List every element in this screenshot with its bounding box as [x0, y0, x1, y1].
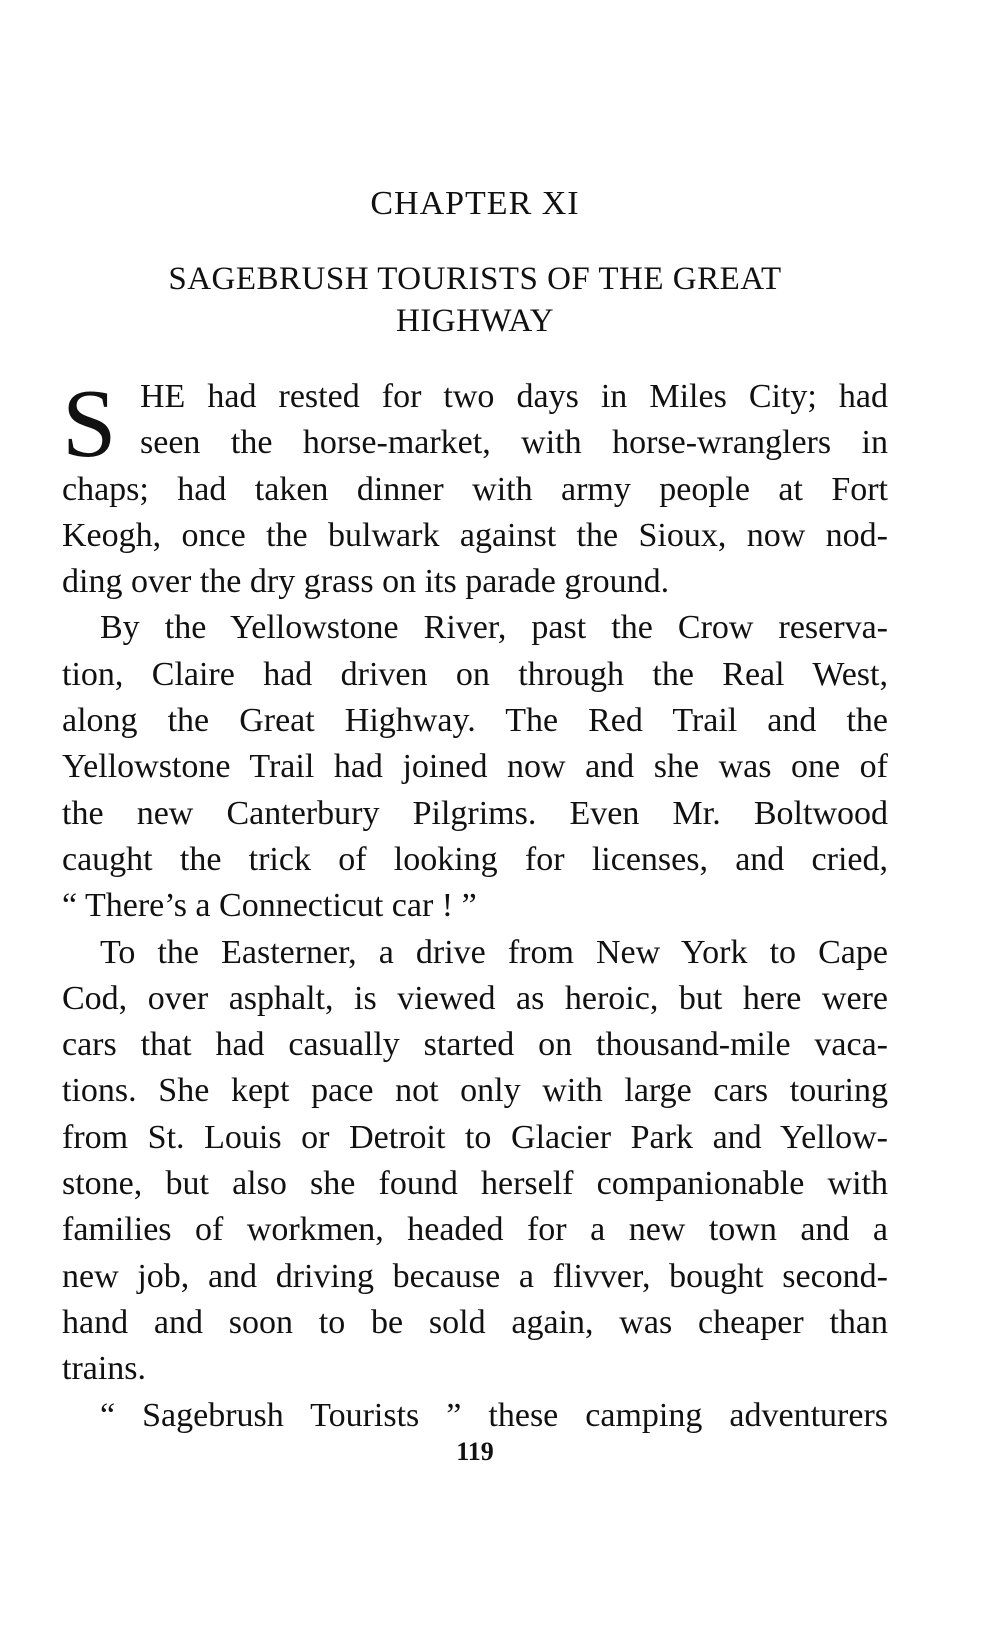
text-line: along the Great Highway. The Red Trail and the: [62, 702, 888, 740]
text-line: tion, Claire had driven on through the Real West,: [62, 655, 888, 693]
text-line: chaps; had taken dinner with army people at Fort: [62, 470, 888, 508]
text-line: caught the trick of looking for licenses, and cried,: [62, 840, 888, 878]
text-line: the new Canterbury Pilgrims. Even Mr. Boltwood: [62, 794, 888, 832]
text-line: hand and soon to be sold again, was cheaper than: [62, 1303, 888, 1341]
text-line: “ There’s a Connecticut car ! ”: [62, 887, 477, 925]
text-line: By the Yellowstone River, past the Crow reserva-: [100, 609, 888, 647]
book-page: [62, 0, 888, 1626]
text-line: cars that had casually started on thousand-mile vaca-: [62, 1026, 888, 1064]
drop-cap: S: [62, 370, 117, 478]
chapter-title-line: HIGHWAY: [395, 303, 555, 339]
text-line: Keogh, once the bulwark against the Sioux, now nod-: [62, 516, 888, 554]
text-line: Cod, over asphalt, is viewed as heroic, but here were: [62, 979, 888, 1017]
page-number: 119: [456, 1437, 494, 1466]
text-line: tions. She kept pace not only with large cars touring: [62, 1072, 888, 1110]
text-line: ding over the dry grass on its parade ground.: [62, 563, 670, 601]
text-line: stone, but also she found herself companionable with: [62, 1165, 888, 1203]
text-line: HE had rested for two days in Miles City; had: [140, 378, 888, 415]
chapter-title: [62, 258, 888, 342]
text-line: To the Easterner, a drive from New York to Cape: [100, 933, 888, 971]
body-text: [62, 370, 888, 1439]
text-line: new job, and driving because a flivver, bought second-: [62, 1257, 888, 1295]
text-line: families of workmen, headed for a new town and a: [62, 1211, 888, 1249]
chapter-number: CHAPTER XI: [370, 185, 580, 222]
text-line: seen the horse-market, with horse-wranglers in: [140, 424, 888, 462]
chapter-title-line: SAGEBRUSH TOURISTS OF THE GREAT: [168, 261, 782, 297]
text-line: trains.: [62, 1350, 147, 1388]
text-line: “ Sagebrush Tourists ” these camping adventurers: [100, 1396, 888, 1434]
text-line: from St. Louis or Detroit to Glacier Park and Yellow-: [62, 1118, 888, 1156]
text-line: Yellowstone Trail had joined now and she was one of: [62, 748, 888, 786]
